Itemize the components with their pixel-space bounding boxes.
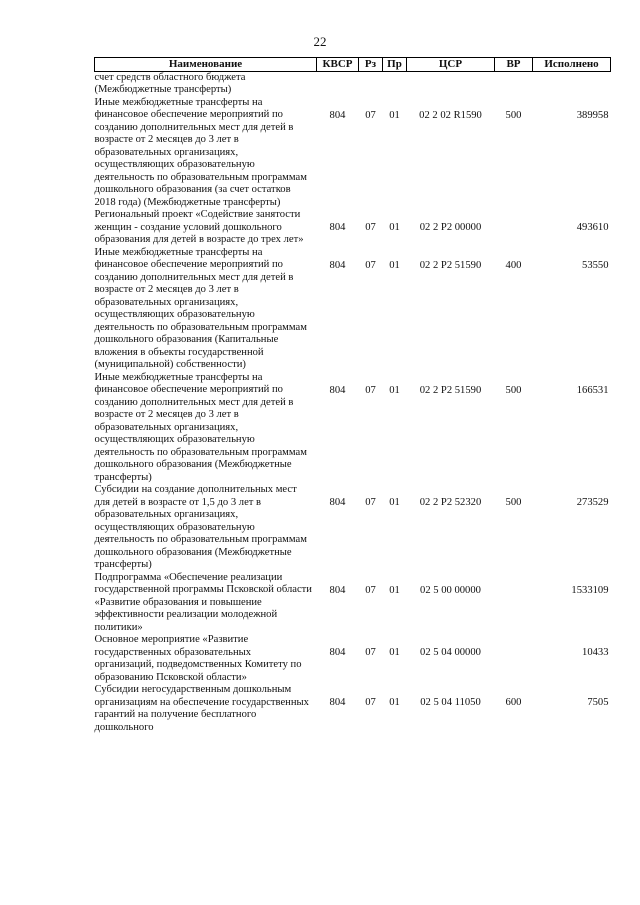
row-executed: 7505 — [587, 697, 609, 708]
row-rz: 07 — [365, 384, 376, 396]
table-row — [95, 572, 611, 635]
row-name: Региональный проект «Содействие занятости женщин - создание условий дошкольного образования для детей в возрасте до трех лет» — [94, 209, 304, 245]
row-vr: 600 — [505, 697, 522, 708]
row-pr: 01 — [389, 497, 400, 508]
page-number: 22 — [313, 34, 327, 49]
row-executed: 273529 — [576, 497, 609, 508]
table-row — [95, 209, 611, 247]
row-pr: 01 — [389, 584, 400, 596]
row-name: Иные межбюджетные трансферты на финансовое обеспечение мероприятий по созданию дополнительных мест для детей в возрасте от 2 месяцев до 3 лет в образовательных организациях, осуществляющих образовательную деятельность по образовательным программам дошкольного образования (Межбюджетные трансферты) — [94, 371, 307, 483]
row-vr: 500 — [505, 384, 522, 396]
row-vr: 500 — [505, 497, 522, 508]
row-name: счет средств областного бюджета (Межбюджетные трансферты) — [94, 71, 246, 95]
row-csr: 02 5 00 00000 — [420, 584, 481, 596]
row-csr: 02 5 04 00000 — [420, 647, 481, 658]
row-csr: 02 2 P2 00000 — [419, 222, 482, 233]
row-csr: 02 2 P2 52320 — [419, 497, 482, 508]
row-csr: 02 2 02 R1590 — [419, 109, 482, 121]
row-kvsr: 804 — [329, 697, 346, 708]
row-pr: 01 — [389, 109, 400, 121]
row-pr: 01 — [389, 697, 400, 708]
row-executed: 10433 — [582, 647, 609, 658]
row-name: Субсидии на создание дополнительных мест для детей в возрасте от 1,5 до 3 лет в образовательных организациях, осуществляющих образовательную деятельность по образовательным программам дошкольного образования (Межбюджетные трансферты) — [94, 484, 307, 570]
header-vr: ВР — [495, 58, 533, 72]
row-pr: 01 — [389, 384, 400, 396]
row-rz: 07 — [365, 697, 376, 708]
table-header — [95, 58, 611, 72]
row-vr — [495, 634, 533, 684]
row-name: Иные межбюджетные трансферты на финансовое обеспечение мероприятий по созданию дополнительных мест для детей в возрасте от 2 месяцев до 3 лет в образовательных организациях, осуществляющих образовательную деятельность по образовательным программам дошкольного образования (Капитальные вложения в объекты государственной (муниципальной) собственности) — [94, 246, 307, 370]
table-row — [95, 247, 611, 372]
row-kvsr: 804 — [329, 584, 346, 596]
row-executed: 53550 — [582, 259, 609, 271]
row-rz: 07 — [365, 222, 376, 233]
row-kvsr: 804 — [329, 647, 346, 658]
header-kvsr: КВСР — [317, 58, 359, 72]
row-rz: 07 — [365, 109, 376, 121]
row-vr — [495, 572, 533, 635]
table-row — [95, 97, 611, 210]
header-csr: ЦСР — [407, 58, 495, 72]
header-executed: Исполнено — [533, 58, 611, 72]
row-csr: 02 2 P2 51590 — [419, 259, 482, 271]
row-rz: 07 — [365, 259, 376, 271]
table-row — [95, 484, 611, 572]
header-pr: Пр — [383, 58, 407, 72]
row-name: Подпрограмма «Обеспечение реализации государственной программы Псковской области «Развитие образования и повышение эффективности реализации молодежной политики» — [94, 571, 312, 633]
table-row — [95, 634, 611, 684]
row-kvsr: 804 — [329, 109, 346, 121]
header-rz: Рз — [359, 58, 383, 72]
row-name: Основное мероприятие «Развитие государственных образовательных организаций, подведомственных Комитету по образованию Псковской области» — [94, 634, 302, 683]
row-vr — [495, 209, 533, 247]
row-kvsr: 804 — [329, 384, 346, 396]
row-pr: 01 — [389, 647, 400, 658]
table-row-continuation — [95, 71, 611, 97]
row-csr: 02 5 04 11050 — [420, 697, 481, 708]
table-row — [95, 684, 611, 734]
header-name: Наименование — [95, 58, 317, 72]
row-kvsr: 804 — [329, 222, 346, 233]
row-kvsr: 804 — [329, 497, 346, 508]
row-kvsr: 804 — [329, 259, 346, 271]
row-pr: 01 — [389, 222, 400, 233]
row-executed: 389958 — [576, 109, 609, 121]
row-rz: 07 — [365, 647, 376, 658]
row-executed: 166531 — [576, 384, 609, 396]
row-csr: 02 2 P2 51590 — [419, 384, 482, 396]
budget-table — [94, 57, 611, 734]
row-name: Субсидии негосударственным дошкольным организациям на обеспечение государственных гарантий на получение бесплатного дошкольного — [94, 684, 309, 733]
row-vr: 500 — [505, 109, 522, 121]
row-name: Иные межбюджетные трансферты на финансовое обеспечение мероприятий по созданию дополнительных мест для детей в возрасте от 2 месяцев до 3 лет в образовательных организациях, осуществляющих образовательную деятельность по образовательным программам дошкольного образования (за счет остатков 2018 года) (Межбюджетные трансферты) — [94, 96, 307, 208]
table-row — [95, 372, 611, 485]
row-executed: 493610 — [576, 222, 609, 233]
row-vr: 400 — [505, 259, 522, 271]
row-rz: 07 — [365, 584, 376, 596]
row-executed: 1533109 — [571, 584, 609, 596]
row-rz: 07 — [365, 497, 376, 508]
row-pr: 01 — [389, 259, 400, 271]
